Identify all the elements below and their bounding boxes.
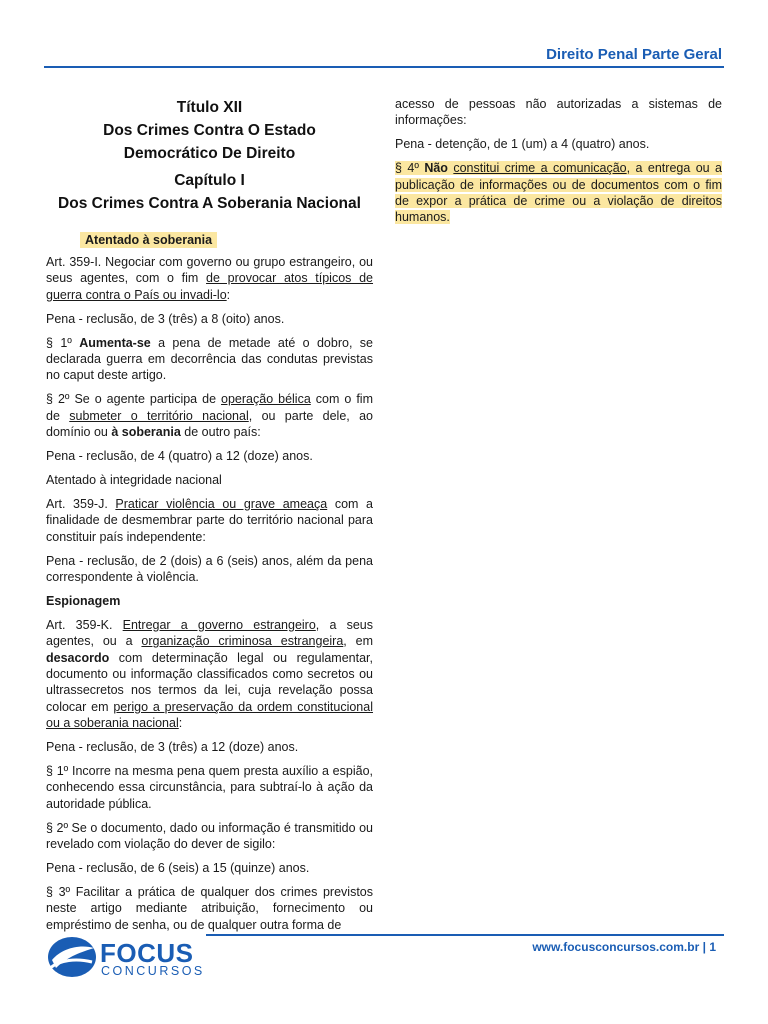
paragraph-pena-359k: Pena - reclusão, de 3 (três) a 12 (doze) anos. — [46, 740, 299, 755]
paragraph-art-359i: Art. 359-I. Negociar com governo ou grupo estrangeiro, ou seus agentes, com o fim de provocar atos típicos de guerra contra o País ou invadi-lo: — [46, 255, 374, 302]
left-column — [46, 96, 373, 941]
section-heading-atentado-soberania: Atentado à soberania — [80, 232, 217, 248]
paragraph-art-359j: Art. 359-J. Praticar violência ou grave ameaça com a finalidade de desmembrar parte do território nacional para constituir país independente: — [46, 496, 373, 544]
footer-divider — [206, 934, 724, 936]
footer-separator: | — [702, 940, 706, 954]
paragraph-continuation: acesso de pessoas não autorizadas a sistemas de informações: — [395, 97, 722, 128]
header-title: Direito Penal Parte Geral — [546, 46, 722, 63]
paragraph-pena-359k-paragrafo-2: Pena - reclusão, de 6 (seis) a 15 (quinze) anos. — [46, 861, 310, 876]
paragraph-pena-359j: Pena - reclusão, de 2 (dois) a 6 (seis) anos, além da pena correspondente à violência. — [46, 553, 373, 584]
paragraph-359k-paragrafo-1: § 1º Incorre na mesma pena quem presta auxílio a espião, conhecendo essa circunstância, para subtraí-lo à ação da autoridade pública. — [46, 764, 373, 811]
titulo-subheading-2: Democrático De Direito — [123, 145, 296, 162]
heading-espionagem: Espionagem — [46, 593, 121, 608]
footer-info — [532, 940, 716, 954]
header-divider — [44, 66, 724, 68]
capitulo-heading: Capítulo I — [174, 172, 245, 189]
paragraph-pena-paragrafo-2: Pena - reclusão, de 4 (quatro) a 12 (doze) anos. — [46, 449, 313, 464]
paragraph-paragrafo-1: § 1º Aumenta-se a pena de metade até o dobro, se declarada guerra em decorrência das condutas previstas no caput deste artigo. — [46, 335, 373, 383]
page-number: 1 — [709, 940, 716, 954]
capitulo-subheading: Dos Crimes Contra A Soberania Nacional — [58, 195, 361, 212]
paragraph-paragrafo-2: § 2º Se o agente participa de operação bélica com o fim de submeter o território nacional, ou parte dele, ao domínio ou à soberania de outro país: — [46, 392, 373, 440]
footer-url-link[interactable]: www.focusconcursos.com.br — [532, 940, 700, 954]
paragraph-359k-paragrafo-3: § 3º Facilitar a prática de qualquer dos crimes previstos neste artigo mediante atribuição, fornecimento ou empréstimo de senha, ou de qualquer outra forma de — [46, 885, 373, 932]
right-column — [395, 96, 722, 233]
logo-subtitle: CONCURSOS — [101, 964, 205, 978]
paragraph-paragrafo-4: § 4º Não constitui crime a comunicação, a entrega ou a publicação de informações ou de documentos com o fim de expor a prática de crime ou a violação de direitos humanos. — [395, 161, 722, 225]
titulo-heading: Título XII — [176, 99, 243, 116]
paragraph-pena-paragrafo-3: Pena - detenção, de 1 (um) a 4 (quatro) anos. — [395, 137, 650, 152]
paragraph-art-359k: Art. 359-K. Entregar a governo estrangeiro, a seus agentes, ou a organização criminosa estrangeira, em desacordo com determinação legal ou regulamentar, documento ou informação classificados como secretos ou ultrassecretos nos termos da lei, cuja revelação possa colocar em perigo a preservação da ordem constitucional ou a soberania nacional: — [46, 617, 374, 731]
logo-name: FOCUS — [100, 938, 194, 968]
title-block — [46, 96, 373, 215]
paragraph-pena-359i: Pena - reclusão, de 3 (três) a 8 (oito) anos. — [46, 311, 285, 326]
paragraph-359k-paragrafo-2: § 2º Se o documento, dado ou informação é transmitido ou revelado com violação do dever de sigilo: — [46, 820, 373, 852]
titulo-subheading-1: Dos Crimes Contra O Estado — [103, 122, 316, 139]
heading-atentado-integridade: Atentado à integridade nacional — [46, 472, 222, 487]
